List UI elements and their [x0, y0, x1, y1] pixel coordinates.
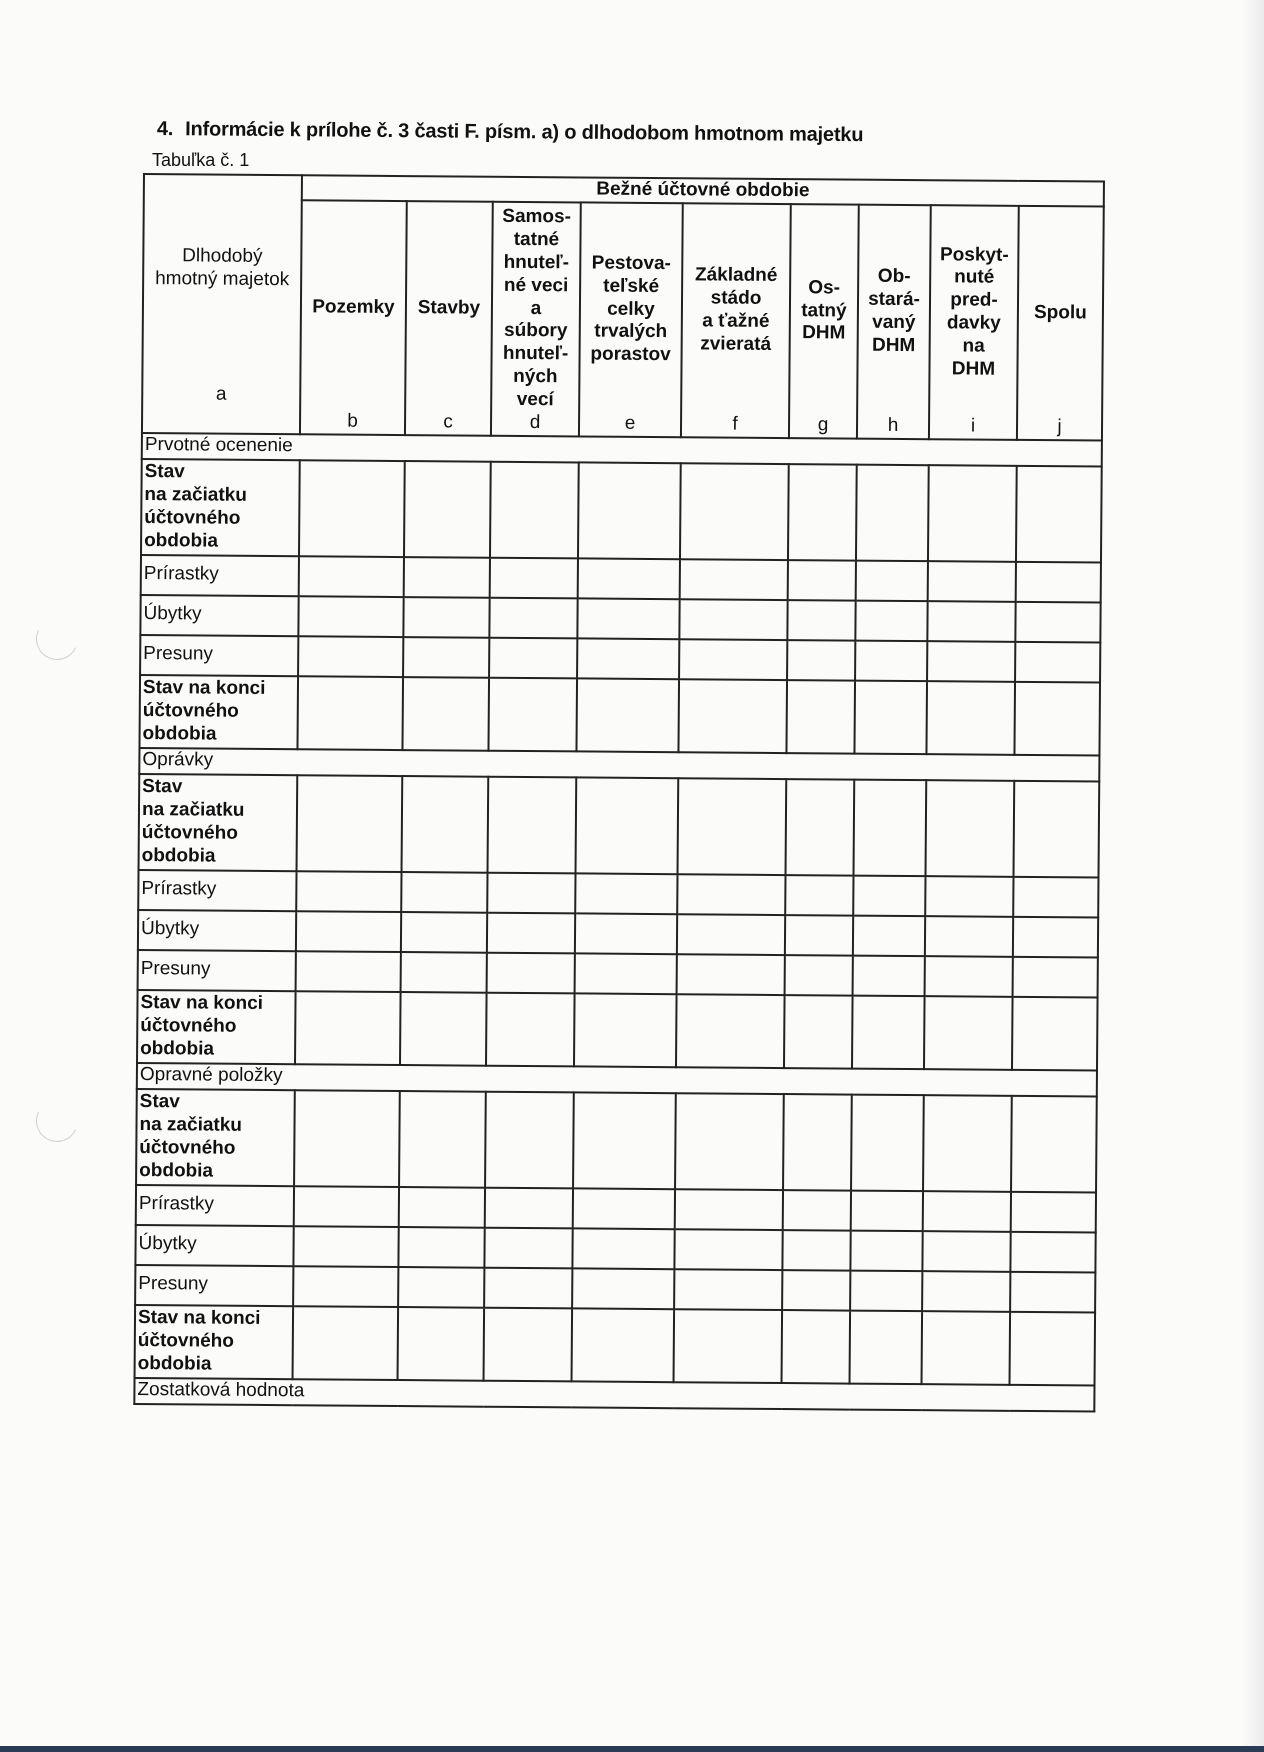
value-cell-j[interactable]	[1011, 1096, 1097, 1193]
header-first-column	[142, 174, 302, 434]
value-cell-f[interactable]	[679, 599, 787, 640]
value-cell-b[interactable]	[294, 1186, 399, 1227]
value-cell-c[interactable]	[399, 1091, 486, 1188]
value-cell-f[interactable]	[674, 1309, 783, 1383]
column-letter-g: g	[817, 414, 829, 436]
value-cell-f[interactable]	[674, 1229, 782, 1270]
value-cell-h[interactable]	[856, 560, 928, 601]
column-header-wrap	[792, 208, 856, 414]
value-cell-h[interactable]	[852, 995, 925, 1069]
value-cell-d[interactable]	[484, 1228, 572, 1269]
value-cell-c[interactable]	[398, 1227, 484, 1268]
value-cell-d[interactable]	[485, 1188, 573, 1229]
value-cell-c[interactable]	[398, 1267, 484, 1308]
header-row-period	[144, 174, 1104, 206]
heading-number: 4.	[156, 118, 174, 141]
value-cell-d[interactable]	[487, 913, 575, 954]
value-cell-b[interactable]	[296, 911, 401, 952]
value-cell-g[interactable]	[783, 1094, 852, 1191]
value-cell-f[interactable]	[677, 914, 785, 955]
value-cell-i[interactable]	[927, 641, 1015, 682]
value-cell-e[interactable]	[577, 638, 679, 679]
column-letter-j: j	[1057, 416, 1062, 438]
column-letter-e: e	[624, 412, 636, 434]
value-cell-e[interactable]	[574, 993, 677, 1067]
column-header-label: Spolu	[1033, 301, 1087, 324]
value-cell-i[interactable]	[928, 561, 1016, 602]
value-cell-f[interactable]	[680, 559, 788, 600]
value-cell-f[interactable]	[675, 1093, 784, 1190]
value-cell-g[interactable]	[787, 600, 855, 641]
column-header-wrap	[408, 205, 490, 412]
section-title: Prvotné ocenenie	[142, 433, 1102, 467]
table-row	[139, 774, 1100, 878]
value-cell-g[interactable]	[785, 875, 853, 916]
value-cell-e[interactable]	[572, 1308, 675, 1382]
value-cell-c[interactable]	[401, 912, 487, 953]
value-cell-e[interactable]	[578, 462, 681, 559]
scan-bottom-edge	[0, 1746, 1264, 1752]
row-label: Stav na konci účtovného obdobia	[135, 1305, 294, 1379]
value-cell-i[interactable]	[923, 1095, 1012, 1192]
column-header-label: Pozemky	[312, 295, 395, 318]
value-cell-g[interactable]	[785, 915, 853, 956]
column-header-label: Samos- tatné hnuteľ- né veci a súbory hnuteľ- ných vecí	[502, 206, 572, 411]
value-cell-i[interactable]	[926, 780, 1015, 877]
value-cell-f[interactable]	[674, 1269, 782, 1310]
value-cell-f[interactable]	[678, 778, 787, 875]
row-label: Stav na konci účtovného obdobia	[137, 990, 296, 1064]
value-cell-j[interactable]	[1011, 1192, 1096, 1233]
value-cell-c[interactable]	[403, 637, 489, 678]
value-cell-d[interactable]	[489, 598, 577, 639]
section-title: Opravné položky	[137, 1063, 1097, 1097]
value-cell-b[interactable]	[299, 556, 404, 597]
value-cell-c[interactable]	[403, 597, 489, 638]
value-cell-d[interactable]	[490, 558, 578, 599]
value-cell-b[interactable]	[296, 951, 401, 992]
value-cell-j[interactable]	[1015, 602, 1100, 643]
value-cell-i[interactable]	[922, 1231, 1010, 1272]
value-cell-g[interactable]	[784, 995, 853, 1069]
value-cell-b[interactable]	[293, 1266, 398, 1307]
value-cell-e[interactable]	[575, 913, 677, 954]
row-label: Úbytky	[135, 1225, 293, 1266]
value-cell-f[interactable]	[680, 463, 789, 560]
value-cell-d[interactable]	[486, 993, 575, 1067]
value-cell-h[interactable]	[853, 875, 925, 916]
column-letter-i: i	[970, 415, 976, 437]
header-current-period: Bežné účtovné obdobie	[302, 175, 1104, 206]
value-cell-i[interactable]	[922, 1271, 1010, 1312]
table-row	[137, 990, 1098, 1071]
value-cell-i[interactable]	[923, 1191, 1011, 1232]
value-cell-d[interactable]	[488, 678, 577, 752]
value-cell-c[interactable]	[400, 992, 487, 1066]
value-cell-e[interactable]	[572, 1268, 674, 1309]
value-cell-f[interactable]	[679, 639, 787, 680]
value-cell-d[interactable]	[487, 873, 575, 914]
column-header-h	[857, 204, 931, 439]
value-cell-i[interactable]	[927, 601, 1015, 642]
column-header-g	[789, 204, 859, 439]
row-label: Úbytky	[138, 910, 296, 951]
table-caption: Tabuľka č. 1	[152, 150, 250, 170]
value-cell-e[interactable]	[575, 873, 677, 914]
table-row	[141, 459, 1102, 563]
value-cell-g[interactable]	[783, 1190, 851, 1231]
column-letter-b: b	[347, 410, 358, 432]
value-cell-i[interactable]	[926, 681, 1015, 755]
value-cell-f[interactable]	[676, 994, 785, 1068]
value-cell-i[interactable]	[928, 465, 1017, 562]
column-header-label: Os- tatný DHM	[801, 277, 847, 344]
value-cell-h[interactable]	[853, 955, 925, 996]
value-cell-j[interactable]	[1014, 682, 1100, 756]
value-cell-c[interactable]	[404, 461, 491, 558]
value-cell-g[interactable]	[782, 1310, 851, 1384]
value-cell-f[interactable]	[677, 874, 785, 915]
row-label: Úbytky	[140, 595, 298, 636]
row-label: Stav na začiatku účtovného obdobia	[141, 459, 300, 556]
column-header-wrap	[582, 206, 680, 413]
value-cell-b[interactable]	[296, 871, 401, 912]
value-cell-h[interactable]	[856, 464, 929, 561]
value-cell-f[interactable]	[678, 679, 787, 753]
value-cell-g[interactable]	[786, 680, 855, 754]
value-cell-e[interactable]	[578, 558, 680, 599]
table-row	[139, 675, 1100, 756]
value-cell-j[interactable]	[1016, 562, 1101, 603]
row-label: Presuny	[138, 950, 296, 991]
value-cell-b[interactable]	[298, 596, 403, 637]
value-cell-d[interactable]	[488, 777, 577, 874]
value-cell-d[interactable]	[487, 953, 575, 994]
value-cell-h[interactable]	[853, 915, 925, 956]
value-cell-j[interactable]	[1012, 997, 1098, 1071]
value-cell-d[interactable]	[489, 638, 577, 679]
value-cell-e[interactable]	[576, 678, 679, 752]
row-label: Prírastky	[141, 555, 299, 596]
punch-hole-mark	[30, 612, 84, 666]
column-header-label: Pestova- teľské celky trvalých porastov	[590, 252, 671, 366]
value-cell-j[interactable]	[1013, 917, 1098, 958]
value-cell-c[interactable]	[401, 872, 487, 913]
column-header-label: Poskyt- nuté pred- davky na DHM	[939, 243, 1009, 380]
value-cell-i[interactable]	[924, 996, 1013, 1070]
column-header-f	[681, 203, 791, 438]
value-cell-e[interactable]	[572, 1228, 674, 1269]
column-header-label: Základné stádo a ťažné zvieratá	[694, 264, 778, 355]
value-cell-i[interactable]	[925, 956, 1013, 997]
column-header-label: Stavby	[417, 296, 481, 319]
value-cell-g[interactable]	[788, 464, 857, 561]
value-cell-h[interactable]	[855, 640, 927, 681]
value-cell-j[interactable]	[1016, 466, 1102, 563]
value-cell-h[interactable]	[850, 1230, 922, 1271]
value-cell-c[interactable]	[401, 952, 487, 993]
value-cell-i[interactable]	[925, 876, 1013, 917]
column-header-wrap	[932, 209, 1016, 416]
value-cell-g[interactable]	[782, 1230, 850, 1271]
table-row	[136, 1089, 1097, 1193]
fixed-assets-table	[133, 173, 1105, 1412]
value-cell-h[interactable]	[850, 1310, 923, 1384]
value-cell-h[interactable]	[850, 1270, 922, 1311]
value-cell-b[interactable]	[297, 775, 403, 872]
column-header-i	[929, 205, 1019, 440]
column-header-b	[300, 200, 407, 435]
value-cell-i[interactable]	[925, 916, 1013, 957]
value-cell-h[interactable]	[851, 1190, 923, 1231]
value-cell-f[interactable]	[677, 954, 785, 995]
column-header-wrap	[860, 209, 928, 416]
value-cell-d[interactable]	[490, 462, 579, 559]
column-header-wrap	[494, 206, 578, 413]
column-header-label: Ob- stará- vaný DHM	[868, 266, 920, 356]
value-cell-b[interactable]	[294, 1090, 400, 1187]
column-letter-c: c	[443, 411, 453, 433]
column-header-j	[1017, 206, 1104, 441]
value-cell-h[interactable]	[851, 1094, 924, 1191]
punch-hole-mark	[30, 1094, 84, 1148]
value-cell-c[interactable]	[402, 776, 489, 873]
row-label: Stav na začiatku účtovného obdobia	[139, 774, 298, 871]
value-cell-h[interactable]	[854, 680, 927, 754]
value-cell-b[interactable]	[293, 1306, 399, 1380]
row-label: Presuny	[135, 1265, 293, 1306]
column-header-e	[579, 202, 683, 437]
value-cell-j[interactable]	[1010, 1312, 1096, 1386]
value-cell-j[interactable]	[1013, 877, 1098, 918]
column-letter-d: d	[529, 412, 541, 434]
value-cell-b[interactable]	[297, 676, 403, 750]
value-cell-b[interactable]	[298, 636, 403, 677]
section-title: Oprávky	[139, 748, 1099, 782]
row-label: Presuny	[140, 635, 298, 676]
column-letter-h: h	[887, 414, 899, 436]
value-cell-f[interactable]	[675, 1189, 783, 1230]
value-cell-j[interactable]	[1015, 642, 1100, 683]
value-cell-i[interactable]	[922, 1311, 1011, 1385]
value-cell-c[interactable]	[399, 1187, 485, 1228]
column-header-c	[405, 201, 493, 436]
value-cell-e[interactable]	[573, 1092, 676, 1189]
value-cell-c[interactable]	[404, 557, 490, 598]
value-cell-g[interactable]	[785, 955, 853, 996]
row-label: Prírastky	[136, 1185, 294, 1226]
header-first-column-label: Dlhodobý hmotný majetok	[155, 245, 290, 290]
value-cell-j[interactable]	[1010, 1232, 1095, 1273]
row-label: Prírastky	[138, 870, 296, 911]
value-cell-d[interactable]	[484, 1268, 572, 1309]
value-cell-d[interactable]	[485, 1092, 574, 1189]
column-header-wrap	[684, 207, 788, 414]
value-cell-g[interactable]	[788, 560, 856, 601]
value-cell-c[interactable]	[402, 677, 489, 751]
column-header-wrap	[303, 204, 404, 411]
value-cell-j[interactable]	[1013, 957, 1098, 998]
value-cell-j[interactable]	[1010, 1272, 1095, 1313]
value-cell-b[interactable]	[295, 991, 401, 1065]
column-header-wrap	[1020, 210, 1101, 417]
row-label: Stav na konci účtovného obdobia	[139, 675, 298, 749]
value-cell-b[interactable]	[299, 460, 405, 557]
value-cell-h[interactable]	[854, 779, 927, 876]
value-cell-b[interactable]	[293, 1226, 398, 1267]
value-cell-e[interactable]	[576, 777, 679, 874]
value-cell-d[interactable]	[484, 1308, 573, 1382]
value-cell-e[interactable]	[575, 953, 677, 994]
row-label: Stav na začiatku účtovného obdobia	[136, 1089, 295, 1186]
value-cell-h[interactable]	[855, 600, 927, 641]
column-letter-a: a	[215, 383, 227, 405]
column-header-d	[491, 202, 581, 437]
table-row	[135, 1305, 1096, 1386]
value-cell-c[interactable]	[398, 1307, 485, 1381]
document-heading	[157, 118, 864, 147]
value-cell-g[interactable]	[782, 1270, 850, 1311]
section-title: Zostatková hodnota	[134, 1378, 1094, 1412]
value-cell-g[interactable]	[787, 640, 855, 681]
value-cell-g[interactable]	[786, 779, 855, 876]
heading-text: Informácie k prílohe č. 3 časti F. písm. a) o dlhodobom hmotnom majetku	[185, 118, 864, 147]
column-letter-f: f	[732, 413, 738, 435]
scan-edge	[1242, 0, 1264, 1752]
value-cell-j[interactable]	[1014, 781, 1100, 878]
value-cell-e[interactable]	[573, 1188, 675, 1229]
value-cell-e[interactable]	[577, 598, 679, 639]
